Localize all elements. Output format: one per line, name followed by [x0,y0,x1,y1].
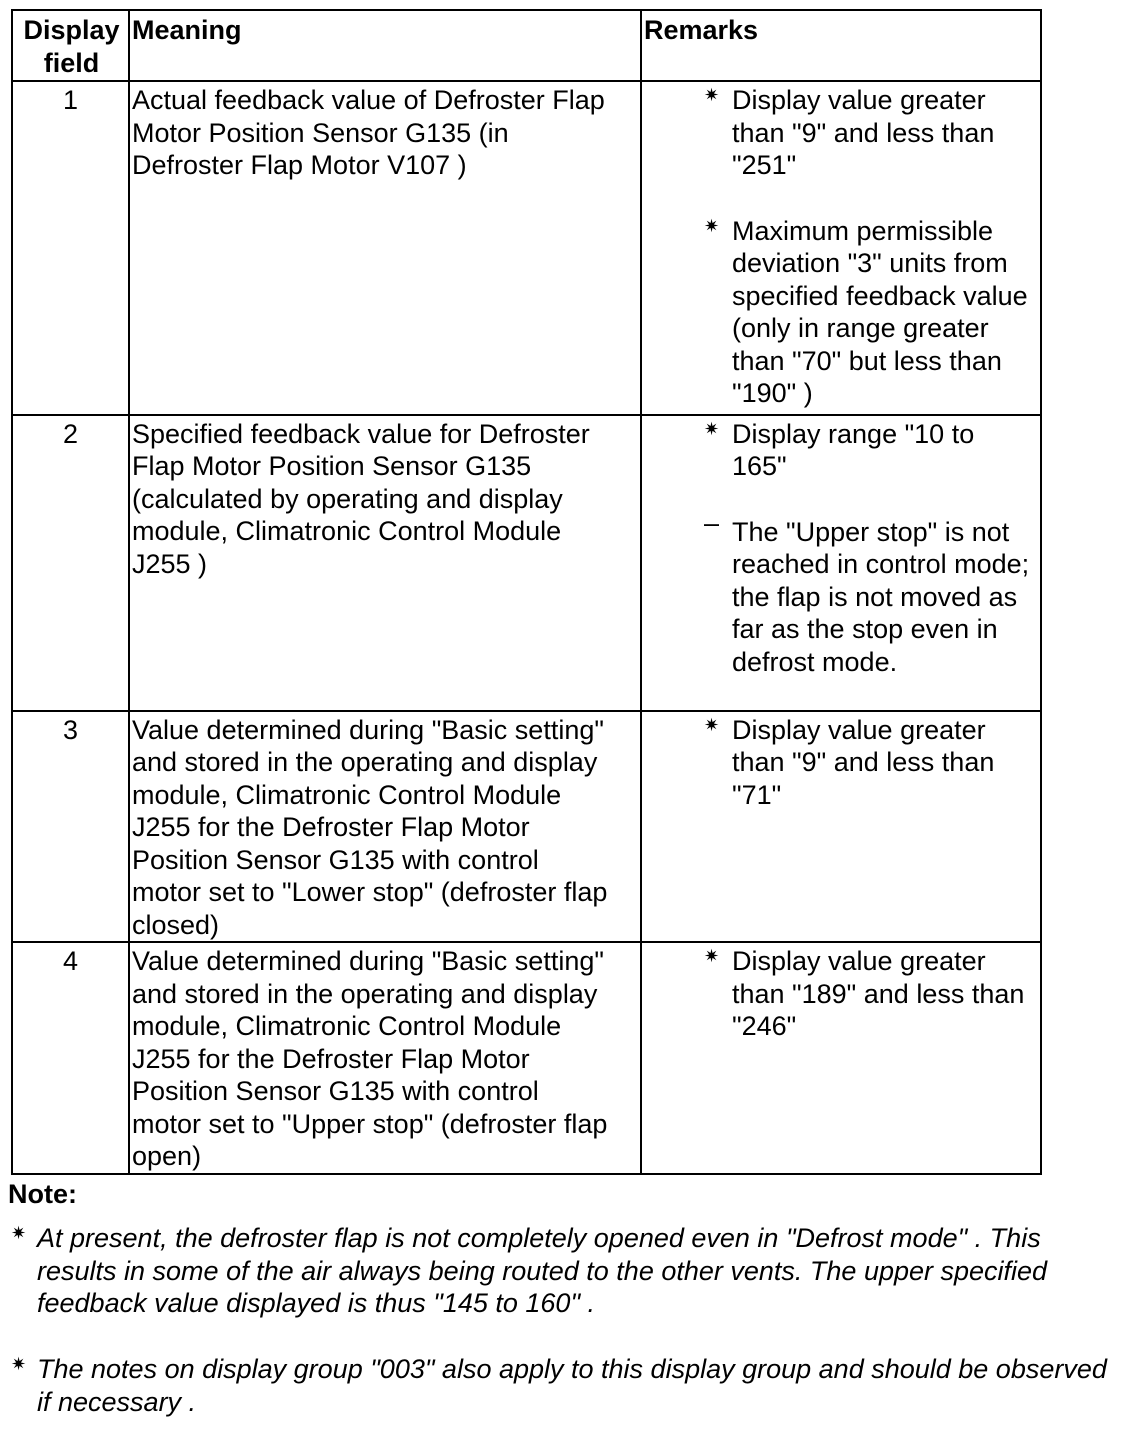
remark-text: Maximum permissible deviation "3" units from specified feedback value (only in range greater than "70" but less than "190" ) [732,215,1028,408]
note-title: Note: [8,1179,77,1209]
note-text: The notes on display group "003" also apply to this display group and should be observed if necessary . [37,1354,1107,1417]
meaning-line: Flap Motor Position Sensor G135 [132,451,532,481]
star-bullet-icon: ✷ [704,215,720,236]
star-bullet-icon: ✷ [11,1223,27,1243]
star-bullet-icon: ✷ [11,1354,27,1374]
remarks-cell [641,415,1041,711]
meaning-line: motor set to "Lower stop" (defroster flap [132,877,608,907]
remark-text: The "Upper stop" is not reached in control mode; the flap is not moved as far as the stop even in defrost mode. [732,516,1030,677]
note-item [11,1353,1123,1418]
header-remarks: Remarks [641,10,1041,81]
meaning-line: module, Climatronic Control Module [132,779,562,810]
display-field-number: 2 [12,415,129,711]
remark-item [704,84,1036,182]
display-field-number: 3 [12,711,129,943]
note-text: At present, the defroster flap is not completely opened even in "Defrost mode" . This results in some of the air always being routed to the other vents. The upper specified feedback value displayed is thus "145 to 160" . [37,1223,1048,1318]
meaning-line: Position Sensor G135 with control [132,844,539,875]
remarks-cell [641,711,1041,943]
note-item [11,1222,1123,1320]
remark-text: Display value greater than "9" and less than "251" [732,85,995,180]
meaning-line: J255 ) [132,548,208,579]
table-row [12,81,1041,415]
meaning-line: (calculated by operating and display [132,483,563,514]
header-meaning: Meaning [129,10,641,81]
meaning-line: module, Climatronic Control Module [132,1011,562,1041]
meaning-line: Specified feedback value for Defroster [132,418,590,449]
remark-item [704,215,1036,410]
meaning-line: and stored in the operating and display [132,747,598,777]
table-header-row [12,10,1041,81]
remark-item [704,714,1036,812]
meaning-line: J255 for the Defroster Flap Motor [132,1043,530,1074]
meaning-line: module, Climatronic Control Module [132,516,562,546]
remark-text: Display range "10 to 165" [732,418,975,481]
display-fields-table [11,9,1042,1175]
meaning-line: motor set to "Upper stop" (defroster flap [132,1108,608,1139]
remark-text: Display value greater than "189" and less than "246" [732,946,1025,1041]
meaning-line: open) [132,1141,202,1171]
remarks-cell [641,942,1041,1174]
meaning-cell [129,415,641,711]
remark-item [704,507,1036,679]
meaning-cell [129,81,641,415]
meaning-cell [129,711,641,943]
remark-text: Display value greater than "9" and less than "71" [732,714,995,810]
remarks-cell [641,81,1041,415]
star-bullet-icon: ✷ [704,85,720,105]
table-row [12,415,1041,711]
header-display-field-line2: field [43,47,100,78]
meaning-line: Defroster Flap Motor V107 ) [132,150,467,180]
table-row [12,942,1041,1174]
remark-item [704,945,1036,1043]
remark-item [704,418,1036,483]
meaning-cell [129,942,641,1174]
header-display-field-line1: Display [23,15,120,45]
meaning-line: Position Sensor G135 with control [132,1076,539,1106]
display-field-number: 1 [12,81,129,415]
meaning-line: Actual feedback value of Defroster Flap [132,85,605,115]
meaning-line: Value determined during "Basic setting" [132,946,604,976]
display-field-number: 4 [12,942,129,1174]
star-bullet-icon: ✷ [704,418,720,439]
meaning-line: Motor Position Sensor G135 (in [132,117,509,148]
header-display-field [12,10,129,81]
dash-bullet-icon: – [704,507,720,538]
meaning-line: closed) [132,909,220,940]
star-bullet-icon: ✷ [704,946,720,966]
meaning-line: J255 for the Defroster Flap Motor [132,812,530,842]
table-row [12,711,1041,943]
star-bullet-icon: ✷ [704,714,720,735]
meaning-line: and stored in the operating and display [132,978,598,1009]
meaning-line: Value determined during "Basic setting" [132,714,604,745]
